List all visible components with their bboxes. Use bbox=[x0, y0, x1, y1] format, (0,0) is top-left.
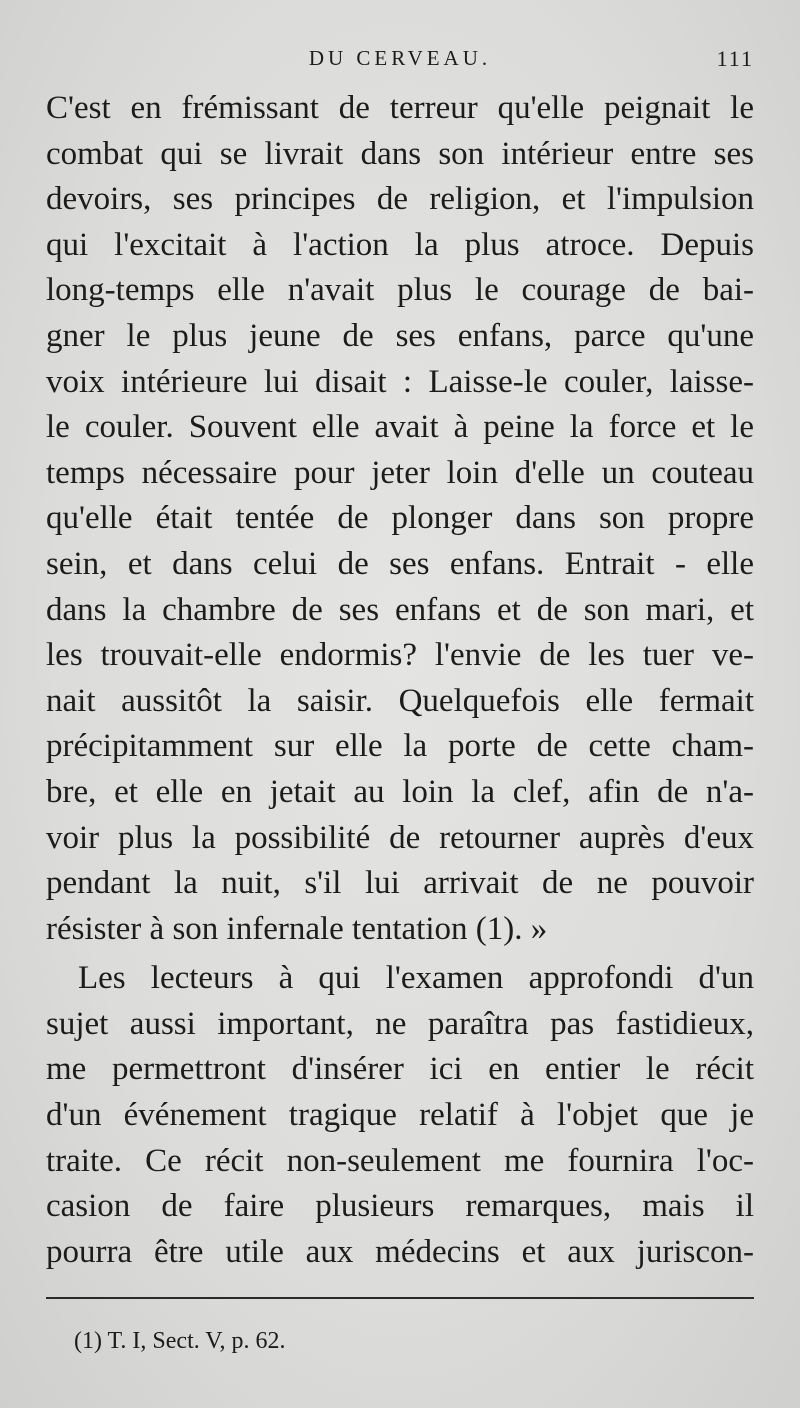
text-line: d'un événement tragique relatif à l'objet que je bbox=[46, 1097, 754, 1134]
text-line: long-temps elle n'avait plus le courage de bai- bbox=[46, 272, 754, 309]
text-line: temps nécessaire pour jeter loin d'elle un couteau bbox=[46, 454, 754, 491]
running-title: DU CERVEAU. bbox=[308, 46, 492, 70]
text-line: bre, et elle en jetait au loin la clef, afin de n'a- bbox=[46, 773, 754, 810]
text-line: qu'elle était tentée de plonger dans son propre bbox=[46, 500, 754, 537]
text-line: C'est en frémissant de terreur qu'elle peignait le bbox=[46, 90, 754, 126]
text-line: qui l'excitait à l'action la plus atroce. Depuis bbox=[46, 226, 754, 263]
text-line: casion de faire plusieurs remarques, mais il bbox=[46, 1188, 754, 1225]
text-line: pourra être utile aux médecins et aux juriscon- bbox=[46, 1233, 754, 1270]
footnote-rule bbox=[46, 1297, 754, 1299]
text-line: précipitamment sur elle la porte de cette cham- bbox=[46, 728, 754, 765]
text-line: dans la chambre de ses enfans et de son mari, et bbox=[46, 591, 754, 628]
text-line: gner le plus jeune de ses enfans, parce qu'une bbox=[46, 317, 754, 354]
text-line: les trouvait-elle endormis? l'envie de les tuer ve- bbox=[46, 637, 754, 674]
text-line: Les lecteurs à qui l'examen approfondi d'un bbox=[78, 960, 754, 997]
text-line: résister à son infernale tentation (1). » bbox=[46, 910, 548, 947]
text-line: traite. Ce récit non-seulement me fournira l'oc- bbox=[46, 1142, 754, 1179]
text-line: me permettront d'insérer ici en entier le récit bbox=[46, 1051, 754, 1088]
body-text bbox=[46, 86, 754, 1275]
text-line: devoirs, ses principes de religion, et l'impulsion bbox=[46, 181, 754, 218]
paragraph-1 bbox=[46, 86, 754, 952]
text-line: voir plus la possibilité de retourner auprès d'eux bbox=[46, 819, 754, 856]
page-header bbox=[46, 44, 754, 74]
text-line: combat qui se livrait dans son intérieur entre ses bbox=[46, 135, 754, 172]
text-line: voix intérieure lui disait : Laisse-le couler, laisse- bbox=[46, 363, 754, 400]
footnote: (1) T. I, Sect. V, p. 62. bbox=[74, 1328, 286, 1354]
text-line: pendant la nuit, s'il lui arrivait de ne pouvoir bbox=[46, 865, 754, 902]
paragraph-2 bbox=[46, 956, 754, 1275]
text-line: sein, et dans celui de ses enfans. Entrait - elle bbox=[46, 545, 754, 582]
text-line: nait aussitôt la saisir. Quelquefois elle fermait bbox=[46, 682, 754, 719]
page-number: 111 bbox=[716, 46, 754, 71]
text-line: le couler. Souvent elle avait à peine la force et le bbox=[46, 409, 754, 446]
text-line: sujet aussi important, ne paraîtra pas fastidieux, bbox=[46, 1005, 754, 1042]
